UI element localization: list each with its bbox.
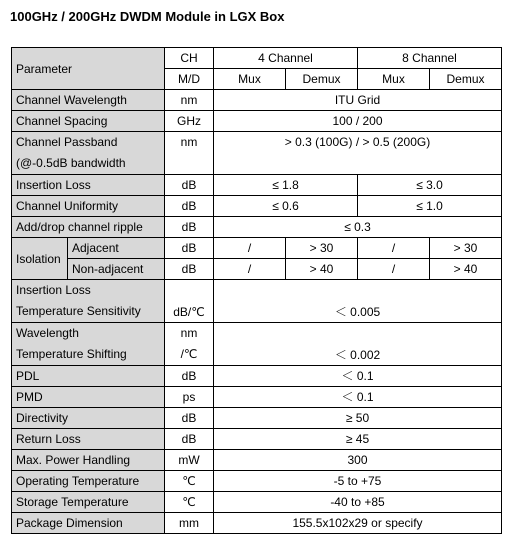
value-cell: > 0.3 (100G) / > 0.5 (200G) xyxy=(214,132,502,175)
value-cell-demux8: > 30 xyxy=(430,238,502,259)
ch-header: CH xyxy=(165,48,214,69)
unit-cell: ℃ xyxy=(165,492,214,513)
row-channel-spacing xyxy=(12,111,502,132)
value-cell-4ch: ≤ 1.8 xyxy=(214,175,358,196)
value-cell-8ch: ≤ 1.0 xyxy=(358,196,502,217)
unit-cell: dB xyxy=(165,175,214,196)
value-cell: ≥ 50 xyxy=(214,408,502,429)
parameter-header: Parameter xyxy=(12,48,165,90)
param-label-line1: Insertion Loss xyxy=(16,283,91,297)
row-il-temp-sensitivity xyxy=(12,280,502,323)
param-label: Add/drop channel ripple xyxy=(12,217,165,238)
param-label xyxy=(12,280,165,323)
value-cell-mux4: / xyxy=(214,259,286,280)
value-cell-mux8: / xyxy=(358,238,430,259)
value-cell-mux4: / xyxy=(214,238,286,259)
unit-cell: dB xyxy=(165,408,214,429)
param-label-line1: Channel Passband xyxy=(16,135,118,149)
row-pmd xyxy=(12,387,502,408)
unit-cell: nm xyxy=(165,90,214,111)
value-cell-demux4: > 40 xyxy=(286,259,358,280)
param-label: Return Loss xyxy=(12,429,165,450)
unit-cell: dB xyxy=(165,259,214,280)
unit-cell: mW xyxy=(165,450,214,471)
unit-cell: dB xyxy=(165,238,214,259)
value-cell: ITU Grid xyxy=(214,90,502,111)
unit-cell: GHz xyxy=(165,111,214,132)
param-label: Channel Uniformity xyxy=(12,196,165,217)
unit-cell: ps xyxy=(165,387,214,408)
param-label-line1: Wavelength xyxy=(16,326,79,340)
param-label: Package Dimension xyxy=(12,513,165,534)
param-label: Operating Temperature xyxy=(12,471,165,492)
param-label xyxy=(12,132,165,175)
param-label-line2: Temperature Sensitivity xyxy=(16,304,141,318)
value-cell: ≥ 45 xyxy=(214,429,502,450)
row-pdl xyxy=(12,366,502,387)
param-label: Channel Wavelength xyxy=(12,90,165,111)
row-wl-temp-shifting xyxy=(12,323,502,366)
row-max-power xyxy=(12,450,502,471)
value-cell: -5 to +75 xyxy=(214,471,502,492)
value-cell-8ch: ≤ 3.0 xyxy=(358,175,502,196)
demux-8-header: Demux xyxy=(430,69,502,90)
value-cell: ＜ 0.002 xyxy=(214,323,502,366)
eight-channel-header: 8 Channel xyxy=(358,48,502,69)
unit-cell: dB xyxy=(165,429,214,450)
row-channel-passband xyxy=(12,132,502,175)
row-channel-wavelength xyxy=(12,90,502,111)
value-cell-mux8: / xyxy=(358,259,430,280)
param-label xyxy=(12,323,165,366)
unit-line2: /℃ xyxy=(180,347,198,361)
value-cell: ＜ 0.005 xyxy=(214,280,502,323)
value-cell: 155.5x102x29 or specify xyxy=(214,513,502,534)
param-label-line2: Temperature Shifting xyxy=(16,347,127,361)
value-cell: -40 to +85 xyxy=(214,492,502,513)
value-cell-demux4: > 30 xyxy=(286,238,358,259)
header-row-1 xyxy=(12,48,502,69)
document-title: 100GHz / 200GHz DWDM Module in LGX Box xyxy=(10,9,285,24)
unit-cell: dB xyxy=(165,366,214,387)
param-label: PDL xyxy=(12,366,165,387)
four-channel-header: 4 Channel xyxy=(214,48,358,69)
row-channel-uniformity xyxy=(12,196,502,217)
spec-table xyxy=(11,47,502,534)
param-label-line2: (@-0.5dB bandwidth xyxy=(16,156,126,170)
isolation-label: Isolation xyxy=(12,238,68,280)
unit-cell: ℃ xyxy=(165,471,214,492)
value-cell: ≤ 0.3 xyxy=(214,217,502,238)
unit-cell: nm xyxy=(165,132,214,175)
demux-4-header: Demux xyxy=(286,69,358,90)
value-cell-demux8: > 40 xyxy=(430,259,502,280)
unit-line1: nm xyxy=(180,326,198,340)
param-sublabel: Adjacent xyxy=(68,238,165,259)
mux-8-header: Mux xyxy=(358,69,430,90)
unit-cell xyxy=(165,323,214,366)
unit-cell: dB xyxy=(165,196,214,217)
row-isolation-nonadjacent xyxy=(12,259,502,280)
param-label: Storage Temperature xyxy=(12,492,165,513)
row-operating-temperature xyxy=(12,471,502,492)
md-header: M/D xyxy=(165,69,214,90)
row-add-drop-ripple xyxy=(12,217,502,238)
row-directivity xyxy=(12,408,502,429)
value-cell-4ch: ≤ 0.6 xyxy=(214,196,358,217)
mux-4-header: Mux xyxy=(214,69,286,90)
value-cell: ＜ 0.1 xyxy=(214,366,502,387)
param-label: PMD xyxy=(12,387,165,408)
unit-cell: mm xyxy=(165,513,214,534)
unit-cell: dB xyxy=(165,217,214,238)
param-label: Channel Spacing xyxy=(12,111,165,132)
row-package-dimension xyxy=(12,513,502,534)
param-label: Directivity xyxy=(12,408,165,429)
unit-cell: dB/℃ xyxy=(165,280,214,323)
value-cell: 300 xyxy=(214,450,502,471)
row-storage-temperature xyxy=(12,492,502,513)
param-label: Insertion Loss xyxy=(12,175,165,196)
value-cell: 100 / 200 xyxy=(214,111,502,132)
param-sublabel: Non-adjacent xyxy=(68,259,165,280)
value-cell: ＜ 0.1 xyxy=(214,387,502,408)
row-return-loss xyxy=(12,429,502,450)
param-label: Max. Power Handling xyxy=(12,450,165,471)
row-isolation-adjacent xyxy=(12,238,502,259)
row-insertion-loss xyxy=(12,175,502,196)
